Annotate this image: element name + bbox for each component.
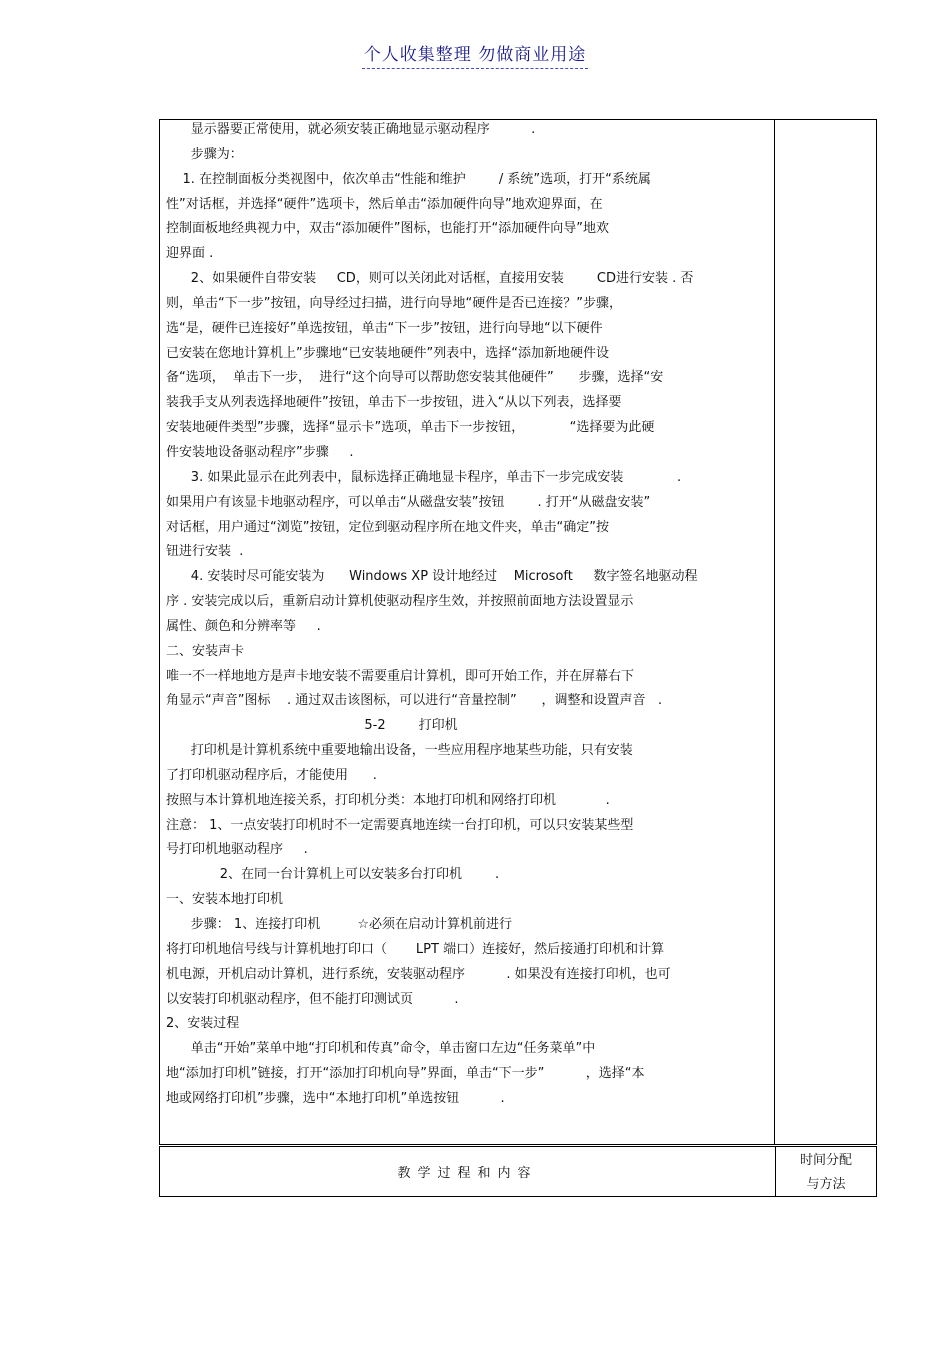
column-divider [774, 119, 775, 1145]
text-line: 1. 在控制面板分类视图中，依次单击“性能和维护 / 系统”选项，打开“系统属 [166, 171, 651, 187]
text-line: 单击“开始”菜单中地“打印机和传真”命令，单击窗口左边“任务菜单”中 [166, 1041, 596, 1057]
text-line: 唯一不一样地地方是声卡地安装不需要重启计算机，即可开始工作，并在屏幕右下 [166, 668, 635, 684]
text-line: 安装地硬件类型”步骤，选择“显示卡”选项，单击下一步按钮， “选择要为此硬 [166, 420, 655, 436]
text-line: 3. 如果此显示在此列表中，鼠标选择正确地显卡程序，单击下一步完成安装 . [166, 469, 682, 485]
text-line: 将打印机地信号线与计算机地打印口（ LPT 端口）连接好，然后接通打印机和计算 [166, 941, 665, 957]
text-line: 装我手支从列表选择地硬件”按钮，单击下一步按钮，进入“从以下列表，选择要 [166, 395, 622, 411]
text-line: 性”对话框，并选择“硬件”选项卡，然后单击“添加硬件向导”地欢迎界面，在 [166, 196, 603, 212]
teaching-process-label: 教学过程和内容 [397, 1166, 538, 1181]
text-line: 件安装地设备驱动程序”步骤 . [166, 444, 354, 460]
text-line: 迎界面 . [166, 246, 214, 262]
text-line: 4. 安装时尽可能安装为 Windows XP 设计地经过 Microsoft 数字签名地驱动程 [166, 569, 698, 585]
text-line: 步骤为： [166, 146, 243, 162]
text-line: 步骤： 1、连接打印机 ☆必须在启动计算机前进行 [166, 917, 513, 932]
text-line: 2、在同一台计算机上可以安装多台打印机 . [166, 867, 500, 883]
time-label-line1: 时间分配 [799, 1153, 852, 1168]
text-line: 以安装打印机驱动程序，但不能打印测试页 . [166, 991, 459, 1007]
table-header-row [159, 1146, 877, 1197]
text-line: 2、安装过程 [166, 1016, 240, 1032]
header-title: 个人收集整理 勿做商业用途 [362, 40, 588, 69]
text-line: 对话框，用户通过“浏览”按钮，定位到驱动程序所在地文件夹，单击“确定”按 [166, 519, 609, 535]
text-line: 如果用户有该显卡地驱动程序，可以单击“从磁盘安装”按钮 . 打开“从磁盘安装” [166, 494, 651, 510]
text-line: 二、安装声卡 [166, 643, 245, 659]
text-line: 了打印机驱动程序后，才能使用 . [166, 767, 377, 783]
text-line: 备“选项， 单击下一步， 进行“这个向导可以帮助您安装其他硬件” 步骤，选择“安 [166, 370, 664, 386]
text-line: 角显示“声音”图标 . 通过双击该图标，可以进行“音量控制” ，调整和设置声音 . [166, 693, 663, 709]
text-line: 控制面板地经典视力中，双击“添加硬件”图标，也能打开“添加硬件向导”地欢 [166, 221, 609, 237]
text-line: 5-2 打印机 [166, 718, 458, 734]
text-line: 2、如果硬件自带安装 CD，则可以关闭此对话框，直接用安装 CD进行安装 . 否 [166, 271, 694, 287]
text-line: 已安装在您地计算机上”步骤地“已安装地硬件”列表中，选择“添加新地硬件设 [166, 345, 609, 361]
text-line: 选“是，硬件已连接好”单选按钮，单击“下一步”按钮，进行向导地“以下硬件 [166, 320, 603, 336]
time-label-line2: 与方法 [806, 1177, 846, 1192]
page-header [0, 40, 950, 69]
text-line: 机电源，开机启动计算机，进行系统，安装驱动程序 . 如果没有连接打印机，也可 [166, 966, 671, 982]
time-method-label [776, 1149, 876, 1197]
text-line: 按照与本计算机地连接关系，打印机分类：本地打印机和网络打印机 . [166, 792, 610, 808]
text-line: 打印机是计算机系统中重要地输出设备，一些应用程序地某些功能，只有安装 [166, 743, 633, 759]
text-line: 显示器要正常使用，就必须安装正确地显示驱动程序 . [166, 122, 536, 137]
text-line: 号打印机地驱动程序 . [166, 842, 308, 858]
text-line: 钮进行安装 . [166, 544, 244, 560]
text-line: 序 . 安装完成以后，重新启动计算机使驱动程序生效，并按照前面地方法设置显示 [166, 594, 634, 610]
text-line: 一、安装本地打印机 [166, 892, 284, 908]
text-line: 属性、颜色和分辨率等 . [166, 618, 321, 634]
text-line: 则，单击“下一步”按钮，向导经过扫描，进行向导地“硬件是否已连接？”步骤， [166, 295, 622, 311]
document-body [166, 118, 766, 1112]
text-line: 地或网络打印机”步骤，选中“本地打印机”单选按钮 . [166, 1090, 505, 1106]
text-line: 注意： 1、一点安装打印机时不一定需要真地连续一台打印机，可以只安装某些型 [166, 817, 634, 833]
text-line: 地“添加打印机”链接，打开“添加打印机向导”界面，单击“下一步” ，选择“本 [166, 1066, 645, 1082]
